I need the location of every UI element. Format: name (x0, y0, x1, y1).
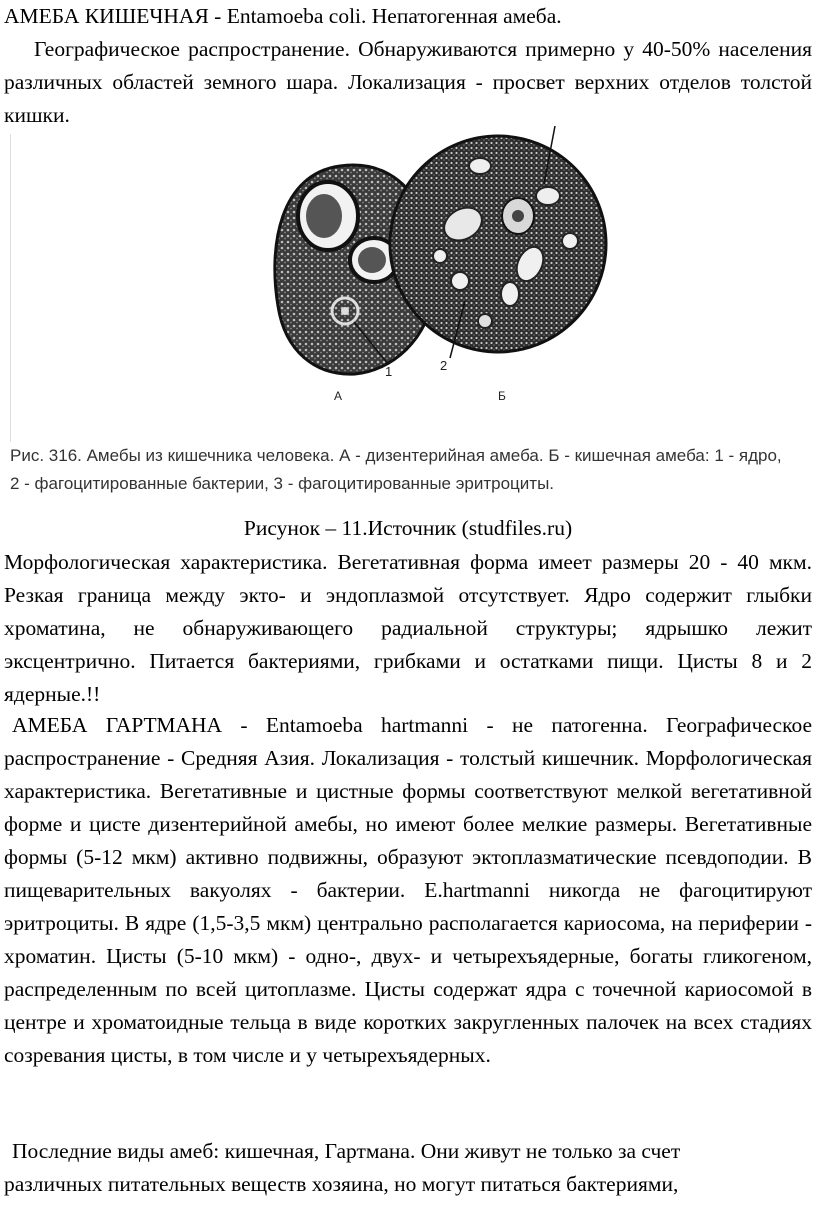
figure-caption-line-1: Рис. 316. Амебы из кишечника человека. А - дизентерийная амеба. Б - кишечная амеба: 1 - ядро, (10, 446, 782, 465)
intro-paragraph-block (4, 33, 812, 132)
morphology-block (4, 546, 812, 711)
amoeba-illustration (10, 126, 810, 442)
closing-line-1: Последние виды амеб: кишечная, Гартмана. Они живут не только за счет (12, 1139, 681, 1163)
closing-block (4, 1135, 812, 1201)
label-a: А (334, 389, 343, 403)
hartmann-paragraph: АМЕБА ГАРТМАНА - Entamoeba hartmanni - не патогенна. Географическое распространение - Средняя Азия. Локализация - толстый кишечник. Морфологическая характеристика. Вегетативные и цистные формы соответствуют мелкой вегетативной форме и цисте дизентерийной амебы, но имеют более мелкие размеры. Вегетативные формы (5-12 мкм) активно подвижны, образуют эктоплазматические псевдоподии. В пищеварительных вакуолях - бактерии. E.hartmanni никогда не фагоцитируют эритроциты. В ядре (1,5-3,5 мкм) центрально располагается кариосома, на периферии - хроматин. Цисты (5-10 мкм) - одно-, двух- и четырехъядерные, богаты гликогеном, распределенным по всей цитоплазме. Цисты содержат ядра с точечной кариосомой в центре и хроматоидные тельца в виде коротких закругленных палочек на всех стадиях созревания цисты, в том числе и у четырехъядерных. (4, 713, 812, 1067)
figure-caption-line-2: 2 - фагоцитированные бактерии, 3 - фагоцитированные эритроциты. (10, 474, 555, 493)
amoeba-b-drawing (390, 126, 606, 358)
hartmann-block (4, 709, 812, 1072)
intro-paragraph: Географическое распространение. Обнаруживаются примерно у 40-50% населения различных областей земного шара. Локализация - просвет верхних отделов толстой кишки. (4, 37, 812, 127)
closing-line-2: различных питательных веществ хозяина, но могут питаться бактериями, (4, 1172, 679, 1196)
num-1-label: 1 (385, 364, 393, 379)
amoeba-figure (10, 126, 810, 518)
morphology-paragraph: Морфологическая характеристика. Вегетативная форма имеет размеры 20 - 40 мкм. Резкая граница между экто- и эндоплазмой отсутствует. Ядро содержит глыбки хроматина, не обнаруживающего радиальной структуры; ядрышко лежит эксцентрично. Питается бактериями, грибками и остатками пищи. Цисты 8 и 2 ядерные.!! (4, 550, 812, 706)
figure-source: Рисунок – 11.Источник (studfiles.ru) (243, 516, 573, 540)
label-b: Б (498, 389, 506, 403)
section-title: АМЕБА КИШЕЧНАЯ - Entamoeba coli. Непатогенная амеба. (4, 4, 562, 28)
figure-caption (10, 442, 810, 498)
num-2-label: 2 (440, 358, 448, 373)
